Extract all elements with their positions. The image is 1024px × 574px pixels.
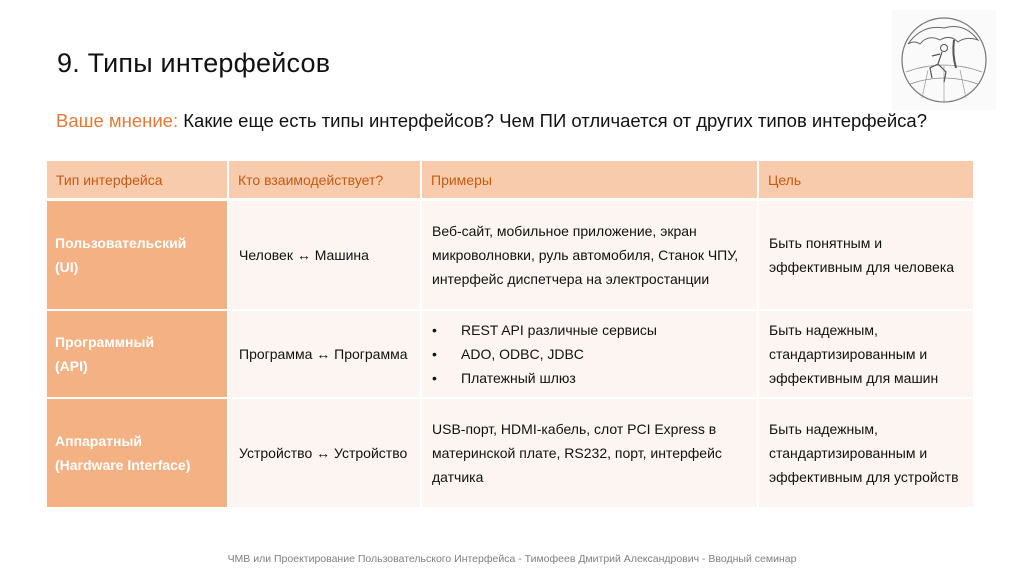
table-row <box>47 200 973 311</box>
type-cell <box>47 310 228 398</box>
header-who-interacts: Кто взаимодействует? <box>228 161 421 200</box>
header-examples: Примеры <box>421 161 758 200</box>
slide-title: 9. Типы интерфейсов <box>57 48 331 78</box>
type-name: Аппаратный <box>55 433 143 449</box>
discussion-question <box>56 110 927 132</box>
question-text: Какие еще есть типы интерфейсов? Чем ПИ отличается от других типов интерфейса? <box>178 110 927 131</box>
list-item: • ADO, ODBC, JDBC <box>432 342 749 366</box>
type-abbr: (Hardware Interface) <box>55 457 191 473</box>
list-item: • Платежный шлюз <box>432 366 749 390</box>
interface-types-table <box>47 161 973 509</box>
examples-cell: Веб-сайт, мобильное приложение, экран микроволновки, руль автомобиля, Станок ЧПУ, интерфейс диспетчера на электростанции <box>421 200 758 311</box>
header-interface-type: Тип интерфейса <box>47 161 228 200</box>
table-row <box>47 398 973 508</box>
list-item: • REST API различные сервисы <box>432 318 749 342</box>
goal-cell: Быть надежным, стандартизированным и эффективным для устройств <box>758 398 973 508</box>
type-abbr: (UI) <box>55 259 79 275</box>
who-cell: Человек ↔ Машина <box>228 200 421 311</box>
question-prefix: Ваше мнение: <box>56 110 179 131</box>
type-name: Пользовательский <box>55 235 187 251</box>
bullet-icon: • <box>432 346 437 362</box>
bullet-icon: • <box>432 370 437 386</box>
who-cell: Программа ↔ Программа <box>228 310 421 398</box>
header-goal: Цель <box>758 161 973 200</box>
slide-footer: ЧМВ или Проектирование Пользовательского Интерфейса - Тимофеев Дмитрий Александрович - Вводный семинар <box>227 553 797 565</box>
goal-cell: Быть понятным и эффективным для человека <box>758 200 973 311</box>
goal-cell: Быть надежным, стандартизированным и эффективным для машин <box>758 310 973 398</box>
type-cell <box>47 398 228 508</box>
who-cell: Устройство ↔ Устройство <box>228 398 421 508</box>
examples-list <box>432 318 749 390</box>
examples-cell <box>421 310 758 398</box>
type-cell <box>47 200 228 311</box>
bullet-icon: • <box>432 322 437 338</box>
type-abbr: (API) <box>55 358 88 374</box>
table-row <box>47 310 973 398</box>
examples-cell: USB-порт, HDMI-кабель, слот PCI Express в материнской плате, RS232, порт, интерфейс датчика <box>421 398 758 508</box>
table-header-row <box>47 161 973 200</box>
university-emblem-icon <box>892 10 996 110</box>
type-name: Программный <box>55 334 155 350</box>
